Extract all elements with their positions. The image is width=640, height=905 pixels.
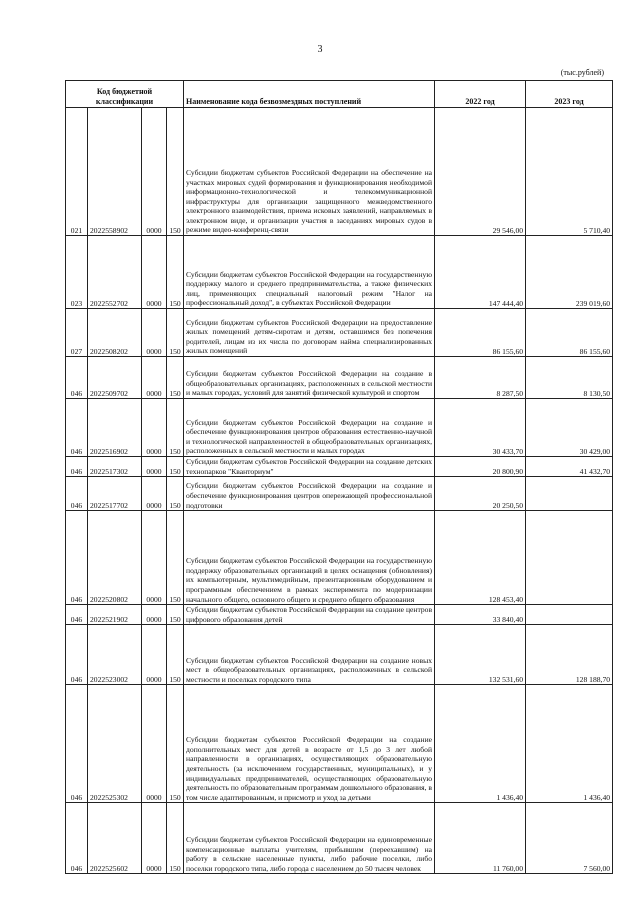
table-row [66, 803, 613, 874]
program-code-cell: 0000 [142, 457, 167, 477]
amount-2022-cell: 132 531,60 [435, 625, 526, 685]
admin-code-cell: 046 [66, 605, 88, 625]
amount-2023-cell [526, 477, 613, 511]
header-2023: 2023 год [526, 81, 613, 108]
unit-note: (тыс.рублей) [560, 68, 604, 77]
revenue-name-cell: Субсидии бюджетам субъектов Российской Федерации на создание новых мест в общеобразовательных организациях, расположенных в сельской местности и поселках городского типа [184, 625, 435, 685]
budget-revenue-table [65, 80, 613, 874]
amount-2023-cell: 7 560,00 [526, 803, 613, 874]
program-code-cell: 0000 [142, 803, 167, 874]
table-row [66, 605, 613, 625]
kosgu-code-cell: 150 [167, 357, 184, 399]
revenue-name-cell: Субсидии бюджетам субъектов Российской Федерации на создание центров цифрового образования детей [184, 605, 435, 625]
revenue-name-cell: Субсидии бюджетам субъектов Российской Федерации на создание дополнительных мест для детей в возрасте от 1,5 до 3 лет любой направленности в организациях, осуществляющих образовательную деятельность (за исключением государственных, муниципальных), и у индивидуальных предпринимателей, осуществляющих образовательную деятельность по образовательным программам дошкольного образования, в том числе адаптированным, и присмотр и уход за детьми [184, 685, 435, 803]
admin-code-cell: 046 [66, 357, 88, 399]
revenue-code-cell: 2022521902 [88, 605, 142, 625]
program-code-cell: 0000 [142, 108, 167, 236]
kosgu-code-cell: 150 [167, 399, 184, 457]
program-code-cell: 0000 [142, 625, 167, 685]
program-code-cell: 0000 [142, 477, 167, 511]
header-name: Наименование кода безвозмездных поступлений [184, 81, 435, 108]
revenue-code-cell: 2022516902 [88, 399, 142, 457]
admin-code-cell: 046 [66, 457, 88, 477]
kosgu-code-cell: 150 [167, 309, 184, 357]
revenue-name-cell: Субсидии бюджетам субъектов Российской Федерации на государственную поддержку образовательных организаций в целях оснащения (обновления) их компьютерным, мультимедийным, презентационным оборудованием и программным обеспечением в рамках эксперимента по модернизации начального общего, основного общего и среднего общего образования [184, 511, 435, 605]
amount-2023-cell: 239 019,60 [526, 236, 613, 309]
table-row [66, 685, 613, 803]
revenue-code-cell: 2022523002 [88, 625, 142, 685]
amount-2023-cell: 86 155,60 [526, 309, 613, 357]
revenue-name-cell: Субсидии бюджетам субъектов Российской Федерации на обеспечение на участках мировых судей формирования и функционирования необходимой информационно-технологической и телекоммуникационной инфраструктуры для организации защищенного межведомственного электронного взаимодействия, приема исковых заявлений, направляемых в электронном виде, и организации участия в заседаниях мировых судов в режиме видео-конференц-связи [184, 108, 435, 236]
amount-2023-cell: 30 429,00 [526, 399, 613, 457]
kosgu-code-cell: 150 [167, 685, 184, 803]
kosgu-code-cell: 150 [167, 803, 184, 874]
table-row [66, 457, 613, 477]
kosgu-code-cell: 150 [167, 477, 184, 511]
kosgu-code-cell: 150 [167, 236, 184, 309]
revenue-name-cell: Субсидии бюджетам субъектов Российской Федерации на предоставление жилых помещений детям-сиротам и детям, оставшимся без попечения родителей, лицам из их числа по договорам найма специализированных жилых помещений [184, 309, 435, 357]
amount-2022-cell: 30 433,70 [435, 399, 526, 457]
amount-2023-cell: 8 130,50 [526, 357, 613, 399]
amount-2022-cell: 20 800,90 [435, 457, 526, 477]
table-row [66, 399, 613, 457]
table-row [66, 357, 613, 399]
kosgu-code-cell: 150 [167, 511, 184, 605]
admin-code-cell: 046 [66, 477, 88, 511]
revenue-name-cell: Субсидии бюджетам субъектов Российской Федерации на создание и обеспечение функционирования центров опережающей профессиональной подготовки [184, 477, 435, 511]
amount-2022-cell: 11 760,00 [435, 803, 526, 874]
admin-code-cell: 023 [66, 236, 88, 309]
amount-2022-cell: 20 250,50 [435, 477, 526, 511]
table-body [66, 108, 613, 874]
revenue-code-cell: 2022517702 [88, 477, 142, 511]
admin-code-cell: 046 [66, 625, 88, 685]
amount-2022-cell: 86 155,60 [435, 309, 526, 357]
revenue-code-cell: 2022517302 [88, 457, 142, 477]
admin-code-cell: 021 [66, 108, 88, 236]
program-code-cell: 0000 [142, 685, 167, 803]
revenue-name-cell: Субсидии бюджетам субъектов Российской Федерации на создание детских технопарков "Кванториум" [184, 457, 435, 477]
amount-2022-cell: 33 840,40 [435, 605, 526, 625]
program-code-cell: 0000 [142, 357, 167, 399]
admin-code-cell: 046 [66, 511, 88, 605]
header-code: Код бюджетной классификации [66, 81, 184, 108]
revenue-code-cell: 2022558902 [88, 108, 142, 236]
table-row [66, 236, 613, 309]
amount-2023-cell: 1 436,40 [526, 685, 613, 803]
table-row [66, 511, 613, 605]
revenue-name-cell: Субсидии бюджетам субъектов Российской Федерации на создание в общеобразовательных организациях, расположенных в сельской местности и малых городах, условий для занятий физической культурой и спортом [184, 357, 435, 399]
revenue-code-cell: 2022509702 [88, 357, 142, 399]
kosgu-code-cell: 150 [167, 108, 184, 236]
revenue-name-cell: Субсидии бюджетам субъектов Российской Федерации на государственную поддержку малого и среднего предпринимательства, а также физических лиц, применяющих специальный налоговый режим "Налог на профессиональный доход", в субъектах Российской Федерации [184, 236, 435, 309]
amount-2022-cell: 128 453,40 [435, 511, 526, 605]
admin-code-cell: 046 [66, 399, 88, 457]
amount-2022-cell: 1 436,40 [435, 685, 526, 803]
program-code-cell: 0000 [142, 399, 167, 457]
table-row [66, 625, 613, 685]
amount-2022-cell: 147 444,40 [435, 236, 526, 309]
admin-code-cell: 046 [66, 685, 88, 803]
revenue-code-cell: 2022525602 [88, 803, 142, 874]
program-code-cell: 0000 [142, 605, 167, 625]
header-2022: 2022 год [435, 81, 526, 108]
kosgu-code-cell: 150 [167, 457, 184, 477]
admin-code-cell: 046 [66, 803, 88, 874]
table-row [66, 309, 613, 357]
table-row [66, 477, 613, 511]
amount-2022-cell: 29 546,00 [435, 108, 526, 236]
program-code-cell: 0000 [142, 236, 167, 309]
amount-2023-cell: 128 188,70 [526, 625, 613, 685]
revenue-name-cell: Субсидии бюджетам субъектов Российской Федерации на единовременные компенсационные выплаты учителям, прибывшим (переехавшим) на работу в сельские населенные пункты, либо рабочие поселки, либо поселки городского типа, либо города с населением до 50 тысяч человек [184, 803, 435, 874]
revenue-code-cell: 2022520802 [88, 511, 142, 605]
kosgu-code-cell: 150 [167, 625, 184, 685]
admin-code-cell: 027 [66, 309, 88, 357]
revenue-code-cell: 2022508202 [88, 309, 142, 357]
table-row [66, 108, 613, 236]
kosgu-code-cell: 150 [167, 605, 184, 625]
amount-2023-cell: 5 710,40 [526, 108, 613, 236]
amount-2023-cell [526, 605, 613, 625]
page-number: 3 [317, 44, 323, 55]
revenue-code-cell: 2022552702 [88, 236, 142, 309]
amount-2023-cell [526, 511, 613, 605]
table-header-row [66, 81, 613, 108]
program-code-cell: 0000 [142, 511, 167, 605]
amount-2022-cell: 8 287,50 [435, 357, 526, 399]
program-code-cell: 0000 [142, 309, 167, 357]
revenue-name-cell: Субсидии бюджетам субъектов Российской Федерации на создание и обеспечение функционирования центров образования естественно-научной и технологической направленностей в общеобразовательных организациях, расположенных в сельской местности и малых городах [184, 399, 435, 457]
amount-2023-cell: 41 432,70 [526, 457, 613, 477]
revenue-code-cell: 2022525302 [88, 685, 142, 803]
